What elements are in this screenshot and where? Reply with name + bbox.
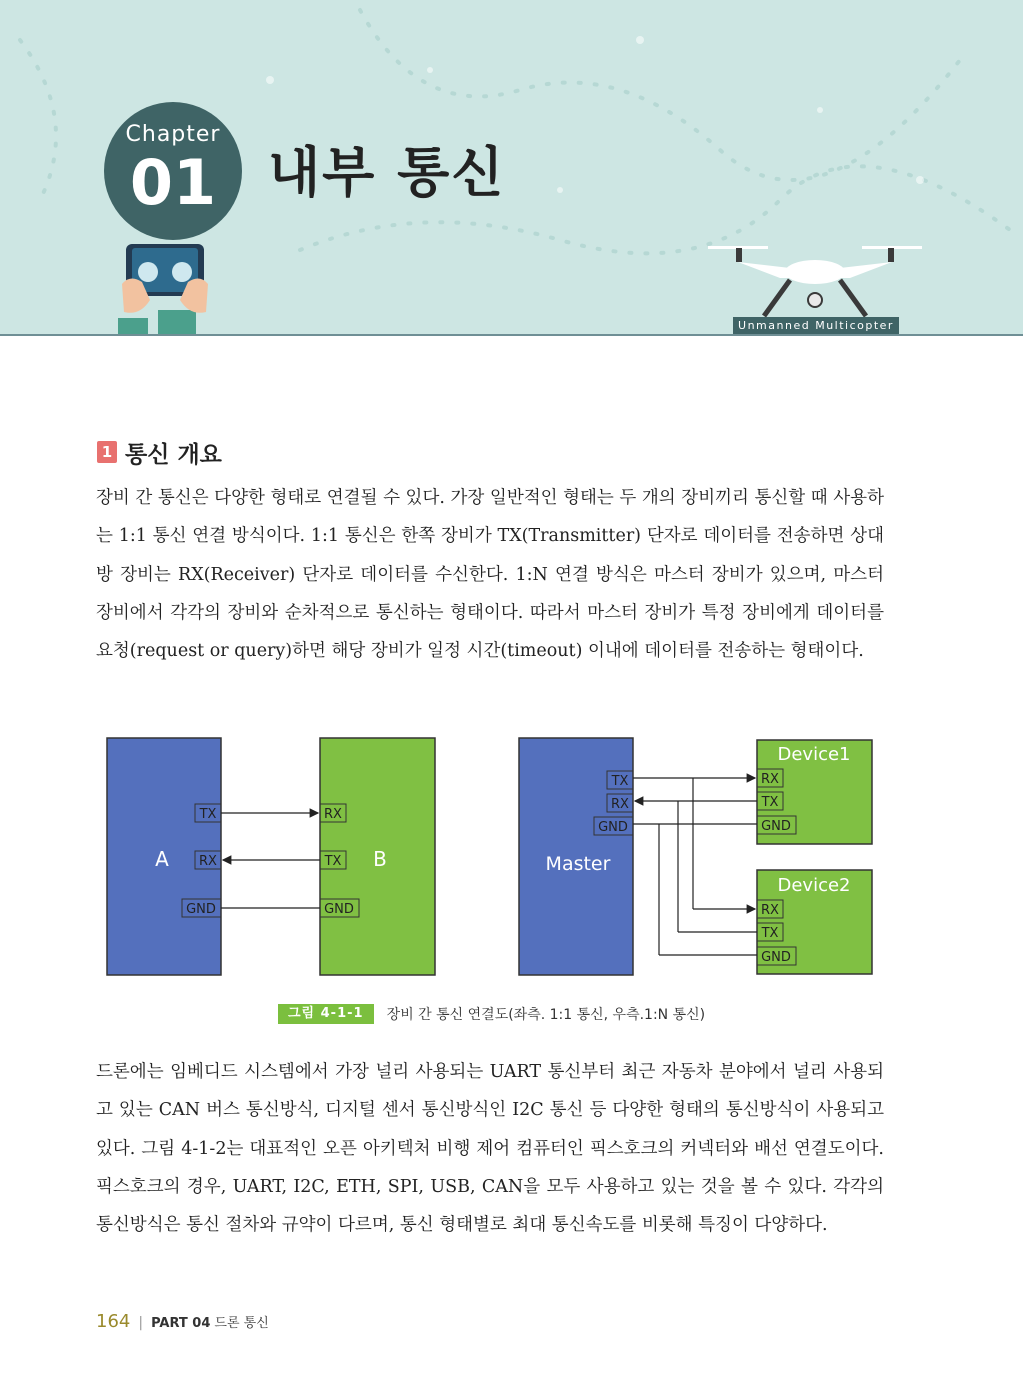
device1-pin-rx: RX xyxy=(761,772,779,787)
master-label: Master xyxy=(545,853,611,875)
section-number: 1 xyxy=(97,441,117,463)
remote-controller-illustration xyxy=(110,238,220,336)
figure-label: 그림 4-1-1 xyxy=(278,1004,374,1024)
footer-separator: | xyxy=(138,1315,144,1331)
drone-illustration xyxy=(700,238,930,318)
section-title: 통신 개요 xyxy=(125,442,222,468)
master-pin-rx: RX xyxy=(611,797,629,812)
device-a-label: A xyxy=(155,847,169,871)
series-tag: Unmanned Multicopter xyxy=(733,317,899,335)
figure-caption xyxy=(278,1003,705,1023)
page-footer xyxy=(96,1311,269,1332)
b-pin-gnd: GND xyxy=(324,902,354,917)
body-paragraph-1: 장비 간 통신은 다양한 형태로 연결될 수 있다. 가장 일반적인 형태는 두 개의 장비끼리 통신할 때 사용하는 1:1 통신 연결 방식이다. 1:1 통신은 한쪽 장비가 TX(Transmitter) 단자로 데이터를 전송하면 상대방 장비는 RX(Receiver) 단자로 데이터를 수신한다. 1:N 연결 방식은 마스터 장비가 있으며, 마스터 장비에서 각각의 장비와 순차적으로 통신하는 형태이다. 따라서 마스터 장비가 특정 장비에게 데이터를 요청(request or query)하면 해당 장비가 일정 시간(timeout) 이내에 데이터를 전송하는 형태이다. xyxy=(96,488,884,662)
a-pin-tx: TX xyxy=(199,807,217,822)
device-b-label: B xyxy=(373,847,387,871)
figure-caption-text: 장비 간 통신 연결도(좌측. 1:1 통신, 우측.1:N 통신) xyxy=(386,1006,706,1023)
device2-pin-rx: RX xyxy=(761,903,779,918)
device1-pin-tx: TX xyxy=(761,795,779,810)
bus-wires xyxy=(633,778,757,955)
device2-label: Device2 xyxy=(777,875,851,896)
master-pin-tx: TX xyxy=(611,774,629,789)
a-pin-gnd: GND xyxy=(186,902,216,917)
b-pin-tx: TX xyxy=(324,854,342,869)
part-title: 드론 통신 xyxy=(214,1316,269,1331)
communication-diagram xyxy=(104,736,884,981)
device1-label: Device1 xyxy=(777,744,851,765)
chapter-header xyxy=(0,0,1023,336)
header-divider xyxy=(0,334,1023,336)
part-label: PART 04 xyxy=(151,1316,211,1331)
device2-pin-gnd: GND xyxy=(761,950,791,965)
chapter-number: 01 xyxy=(129,146,217,219)
device1-pin-gnd: GND xyxy=(761,819,791,834)
chapter-title: 내부 통신 xyxy=(268,141,506,204)
b-pin-rx: RX xyxy=(324,807,342,822)
page-number: 164 xyxy=(96,1311,131,1332)
body-paragraph-2: 드론에는 임베디드 시스템에서 가장 널리 사용되는 UART 통신부터 최근 자동차 분야에서 널리 사용되고 있는 CAN 버스 통신방식, 디지털 센서 통신방식인 I2C 통신 등 다양한 형태의 통신방식이 사용되고 있다. 그림 4-1-2는 대표적인 오픈 아키텍처 비행 제어 컴퓨터인 픽스호크의 커넥터와 배선 연결도이다. 픽스호크의 경우, UART, I2C, ETH, SPI, USB, CAN을 모두 사용하고 있는 것을 볼 수 있다. 각각의 통신방식은 통신 절차와 규약이 다르며, 통신 형태별로 최대 통신속도를 비롯해 특징이 다양하다. xyxy=(96,1062,884,1236)
master-pin-gnd: GND xyxy=(598,820,628,835)
a-pin-rx: RX xyxy=(199,854,217,869)
device2-pin-tx: TX xyxy=(761,926,779,941)
chapter-label: Chapter xyxy=(125,122,221,147)
